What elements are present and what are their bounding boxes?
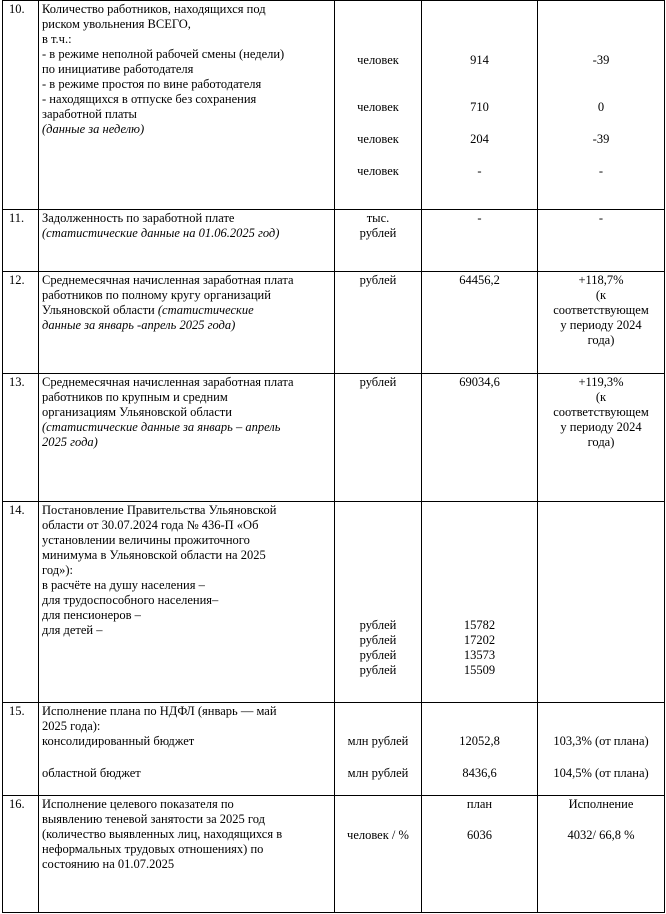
row-unit: человек человек человек человек <box>335 1 422 210</box>
row-number: 15. <box>3 703 39 796</box>
table-row-11 <box>3 210 665 272</box>
row-value: план 6036 <box>422 796 538 913</box>
row-change: -39 0 -39 - <box>538 1 665 210</box>
statistics-table <box>2 0 665 913</box>
table-row-16 <box>3 796 665 913</box>
row-description: Среднемесячная начисленная заработная плата работников по крупным и средним организациям Ульяновской области (статистические данные за январь – апрель 2025 года) <box>39 374 335 502</box>
row-description: Исполнение плана по НДФЛ (январь — май 2025 года): консолидированный бюджет областной бюджет <box>39 703 335 796</box>
row-value: 69034,6 <box>422 374 538 502</box>
row-unit: рублей <box>335 374 422 502</box>
row-value: 64456,2 <box>422 272 538 374</box>
row-change: - <box>538 210 665 272</box>
row-description: Количество работников, находящихся под риском увольнения ВСЕГО, в т.ч.: - в режиме неполной рабочей смены (недели) по инициативе работодателя - в режиме простоя по вине работодателя - находящихся в отпуске без сохранения заработной платы (данные за неделю) <box>39 1 335 210</box>
table-row-13 <box>3 374 665 502</box>
row-number: 11. <box>3 210 39 272</box>
row-note: данные за январь -апрель 2025 года) <box>42 318 236 332</box>
row-note: (статистические данные на 01.06.2025 год) <box>42 226 280 240</box>
row-value: 15782 17202 13573 15509 <box>422 502 538 703</box>
row-value: 12052,8 8436,6 <box>422 703 538 796</box>
table-row-12 <box>3 272 665 374</box>
row-change: +118,7% (к соответствующем у периоду 2024 года) <box>538 272 665 374</box>
row-number: 13. <box>3 374 39 502</box>
row-note: (данные за неделю) <box>42 122 145 136</box>
row-number: 10. <box>3 1 39 210</box>
row-change <box>538 502 665 703</box>
table-row-15 <box>3 703 665 796</box>
row-change: Исполнение 4032/ 66,8 % <box>538 796 665 913</box>
row-number: 14. <box>3 502 39 703</box>
row-unit: рублей <box>335 272 422 374</box>
row-value: 914 710 204 - <box>422 1 538 210</box>
row-change: 103,3% (от плана) 104,5% (от плана) <box>538 703 665 796</box>
row-unit: рублей рублей рублей рублей <box>335 502 422 703</box>
table-row-14 <box>3 502 665 703</box>
row-description: Постановление Правительства Ульяновской области от 30.07.2024 года № 436-П «Об установлении величины прожиточного минимума в Ульяновской области на 2025 год»): в расчёте на душу населения – для трудоспособного населения– для пенсионеров – для детей – <box>39 502 335 703</box>
value-header: план <box>466 797 493 811</box>
row-unit: млн рублей млн рублей <box>335 703 422 796</box>
row-unit: тыс. рублей <box>335 210 422 272</box>
row-description: Исполнение целевого показателя по выявлению теневой занятости за 2025 год (количество выявленных лиц, находящихся в неформальных трудовых отношениях) по состоянию на 01.07.2025 <box>39 796 335 913</box>
row-value: - <box>422 210 538 272</box>
row-change: +119,3% (к соответствующем у периоду 2024 года) <box>538 374 665 502</box>
change-header: Исполнение <box>568 797 634 811</box>
table-row-10 <box>3 1 665 210</box>
row-note: (статистические данные за январь – апрель <box>42 420 281 434</box>
row-unit: человек / % <box>335 796 422 913</box>
row-description: Среднемесячная начисленная заработная плата работников по полному кругу организаций Ульяновской области (статистические данные за январь -апрель 2025 года) <box>39 272 335 374</box>
row-description: Задолженность по заработной плате (статистические данные на 01.06.2025 год) <box>39 210 335 272</box>
row-number: 12. <box>3 272 39 374</box>
row-number: 16. <box>3 796 39 913</box>
